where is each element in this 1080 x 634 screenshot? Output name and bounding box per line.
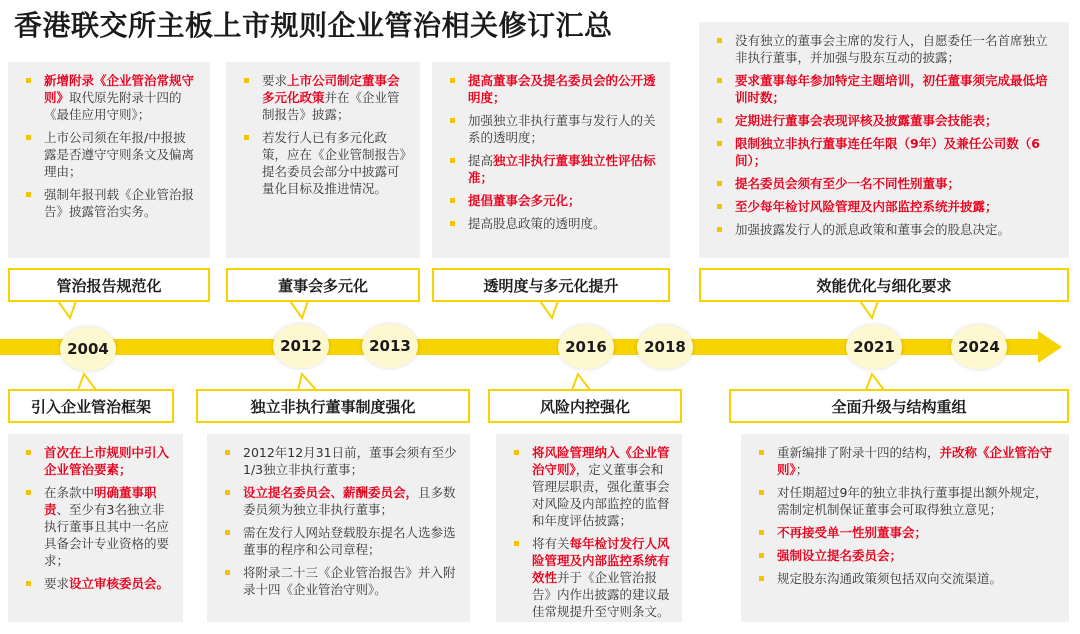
body-text: 规定股东沟通政策须包括双向交流渠道。 [777,571,1003,586]
body-text: ； [795,462,809,477]
bullet-item [219,444,458,478]
year-2021: 2021 [846,325,902,369]
callout-governance-framework: 引入企业管治框架 [8,389,174,423]
highlighted-text: 定期进行董事会表现评核及披露董事会技能表； [735,113,998,128]
callout-governance-report: 管治报告规范化 [8,268,210,302]
bullet-list [753,444,1057,587]
body-text: ，定义董事会和管理层职责，强化董事会对风险及内部监控的监督和年度评估披露； [532,462,670,528]
callout-transparency: 透明度与多元化提升 [432,268,670,302]
body-text: 要求 [44,576,70,591]
year-2004: 2004 [60,327,116,371]
body-text: 并于《企业管治报告》内作出披露的建议最佳常规提升至守则条文。 [532,570,670,619]
bullet-item [753,524,1057,541]
body-text: 提高 [468,153,494,168]
highlighted-text: 强制设立提名委员会； [777,548,903,563]
body-text: 2012年12月31日前，董事会须有至少1/3独立非执行董事； [243,445,457,477]
bullet-item [753,444,1057,478]
highlighted-text: 限制独立非执行董事连任年限（9年）及兼任公司数（6间）； [735,136,1040,168]
highlighted-text: 不再接受单一性别董事会； [777,525,928,540]
highlighted-text: 提高董事会及提名委员会的公开透明度； [468,73,656,105]
highlighted-text: 设立审核委员会。 [69,576,170,591]
body-text: 要求 [262,73,288,88]
bullet-item [508,535,670,620]
highlighted-text: 上市公司制定董事会多元化政策 [262,73,400,105]
highlighted-text: 明确董事职责 [44,485,157,517]
body-text: 、至少有3名独立非执行董事且其中一名应具备会计专业资格的要求； [44,502,170,568]
body-text: 需在发行人网站登载股东提名人选参选董事的程序和公司章程； [243,525,456,557]
body-text: 将附录二十三《企业管治报告》并入附录十四《企业管治守则》。 [243,565,456,597]
body-text: 取代原先附录十四的《最佳应用守则》； [44,90,182,122]
highlighted-text: 至少每年检讨风险管理及内部监控系统并披露； [735,199,998,214]
bullet-item [753,484,1057,518]
callout-efficiency: 效能优化与细化要求 [699,268,1069,302]
highlighted-text: 要求董事每年参加特定主题培训，初任董事须完成最低培训时数； [735,73,1048,105]
year-2012: 2012 [273,324,329,368]
body-text: 重新编排了附录十四的结构， [777,445,940,460]
body-text: 强制年报刊载《企业管治报告》披露管治实务。 [44,187,195,219]
info-box-2021-bottom [741,434,1069,622]
bullet-item [219,564,458,598]
year-2013: 2013 [362,324,418,368]
info-box-2012-bottom [207,434,470,622]
body-text: 若发行人已有多元化政策，应在《企业管制报告》提名委员会部分中披露可量化目标及推进情况。 [262,130,406,196]
body-text: 提高股息政策的透明度。 [468,216,606,231]
info-box-2016-bottom [496,434,682,622]
highlighted-text: 设立提名委员会、薪酬委员会， [243,485,419,500]
year-2018: 2018 [637,325,693,369]
body-text: 上市公司须在年报/中报披露是否遵守守则条文及偏离理由； [44,130,195,179]
body-text: 将有关 [532,536,570,551]
highlighted-text: 提名委员会须有至少一名不同性别董事； [735,176,961,191]
bullet-item [508,444,670,529]
body-text: 且多数委员须为独立非执行董事； [243,485,456,517]
body-text: 没有独立的董事会主席的发行人，自愿委任一名首席独立非执行董事，并加强与股东互动的披露； [735,33,1048,65]
highlighted-text: 并改称《企业管治守则》 [777,445,1053,477]
highlighted-text: 独立非执行董事独立性评估标准； [468,153,656,185]
callout-ined-strengthening: 独立非执行董事制度强化 [196,389,470,423]
year-2024: 2024 [951,325,1007,369]
highlighted-text: 每年检讨发行人风险管理及内部监控系统有效性 [532,536,670,585]
bullet-item [20,484,171,569]
body-text: 并在《企业管制报告》披露； [262,90,400,122]
page-title: 香港联交所主板上市规则企业管治相关修订汇总 [14,9,613,42]
bullet-item [219,524,458,558]
bullet-item [753,547,1057,564]
callout-risk-control: 风险内控强化 [488,389,682,423]
bullet-list [219,444,458,598]
bullet-item [20,444,171,478]
highlighted-text: 将风险管理纳入《企业管治守则》 [532,445,670,477]
bullet-item [753,570,1057,587]
year-2016: 2016 [558,325,614,369]
info-box-2004-bottom [8,434,183,622]
bullet-item [219,484,458,518]
bullet-item [20,575,171,592]
highlighted-text: 提倡董事会多元化； [468,193,581,208]
body-text: 加强披露发行人的派息政策和董事会的股息决定。 [735,222,1011,237]
bullet-list [20,444,171,592]
callout-full-upgrade: 全面升级与结构重组 [729,389,1069,423]
highlighted-text: 首次在上市规则中引入企业管治要素； [44,445,170,477]
callout-board-diversity: 董事会多元化 [226,268,420,302]
body-text: 在条款中 [44,485,95,500]
body-text: 对任期超过9年的独立非执行董事提出额外规定，需制定机制保证董事会可取得独立意见； [777,485,1048,517]
highlighted-text: 新增附录《企业管治常规守则》 [44,73,195,105]
body-text: 加强独立非执行董事与发行人的关系的透明度； [468,113,656,145]
bullet-list [508,444,670,620]
